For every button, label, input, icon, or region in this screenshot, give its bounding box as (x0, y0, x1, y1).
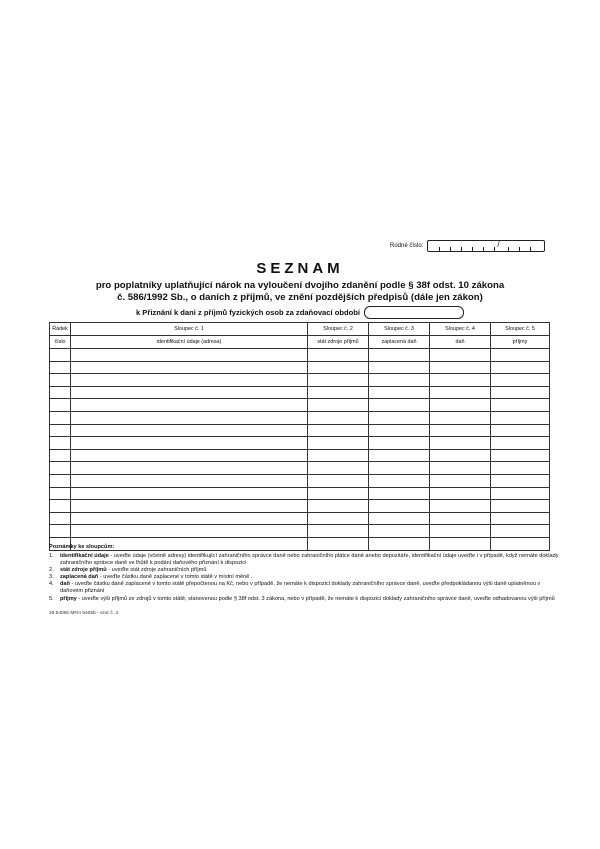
table-cell[interactable] (430, 500, 491, 513)
subtitle-line-1: pro poplatníky uplatňující nárok na vyloučení dvojího zdanění podle § 38f odst. 10 zákona (95, 280, 505, 291)
table-row (50, 525, 550, 538)
table-cell[interactable] (308, 449, 369, 462)
table-cell[interactable] (491, 374, 550, 387)
table-cell[interactable] (491, 512, 550, 525)
note-number: 2. (49, 566, 54, 573)
note-term: daň (60, 581, 70, 588)
col-header-2: Sloupec č. 2 (308, 323, 369, 336)
table-row (50, 512, 550, 525)
table-cell[interactable] (50, 361, 71, 374)
table-cell[interactable] (491, 411, 550, 424)
table-cell[interactable] (369, 386, 430, 399)
tax-period-field[interactable] (364, 306, 464, 319)
digit-separator (494, 247, 495, 251)
table-row (50, 449, 550, 462)
table-cell[interactable] (491, 500, 550, 513)
table-cell[interactable] (71, 500, 308, 513)
col-header-5: Sloupec č. 5 (491, 323, 550, 336)
table-cell[interactable] (50, 487, 71, 500)
page-title: SEZNAM (256, 260, 344, 277)
table-cell[interactable] (430, 399, 491, 412)
table-cell[interactable] (308, 399, 369, 412)
table-cell[interactable] (369, 512, 430, 525)
rodne-cislo-label: Rodné číslo: (390, 243, 424, 249)
table-cell[interactable] (308, 411, 369, 424)
table-cell[interactable] (430, 462, 491, 475)
note-text: - uveďte částku daně zaplacené v tomto státě přepočtenou na Kč, nebo v případě, že nemáte k dispozici doklady zahraničního správce daně, uveďte předpokládanou výši daně uplatněnou v daňovém přiznání (60, 581, 541, 595)
table-cell[interactable] (430, 361, 491, 374)
table-cell[interactable] (50, 462, 71, 475)
table-cell[interactable] (71, 424, 308, 437)
note-number: 1. (49, 552, 54, 559)
table-cell[interactable] (308, 512, 369, 525)
table-row (50, 462, 550, 475)
table-cell[interactable] (430, 512, 491, 525)
note-term: stát zdroje příjmů (60, 566, 107, 573)
col-header-3: Sloupec č. 3 (369, 323, 430, 336)
table-cell[interactable] (71, 474, 308, 487)
note-item (49, 596, 559, 603)
tax-period-row (0, 306, 600, 319)
note-term: identifikační údaje (60, 552, 109, 559)
table-cell[interactable] (491, 361, 550, 374)
table-row (50, 424, 550, 437)
table-cell[interactable] (491, 386, 550, 399)
table-cell[interactable] (50, 500, 71, 513)
col-header-row-number: Řádek (50, 323, 71, 336)
note-term: příjmy (60, 595, 77, 602)
table-cell[interactable] (369, 449, 430, 462)
table-cell[interactable] (430, 449, 491, 462)
note-text: - uveďte výši příjmů ze zdrojů v tomto státě, stanovenou podle § 38f odst. 3 zákona, nebo v případě, že nemáte k dispozici doklady zahraničního správce daně, uveďte odhadovanou výši příjmů (76, 595, 555, 602)
table-row (50, 361, 550, 374)
table-cell[interactable] (491, 399, 550, 412)
table-cell[interactable] (71, 462, 308, 475)
table-cell[interactable] (308, 374, 369, 387)
note-number: 4. (49, 581, 54, 588)
table-cell[interactable] (50, 525, 71, 538)
table-cell[interactable] (50, 474, 71, 487)
table-cell[interactable] (369, 424, 430, 437)
note-text: - uveďte údaje (včetně adresy) identifikující zahraničního správce daně nebo zahraničního plátce daně anebo depozitáře, identifikační údaje uveďte i v případě, když nemáte doklady zahraničního správce daně ve lhůtě k podání daňového přiznání k dispozici (60, 552, 559, 566)
table-cell[interactable] (430, 386, 491, 399)
table-cell[interactable] (71, 374, 308, 387)
note-text: - uveďte stát zdroje zahraničních příjmů (106, 566, 207, 573)
col-header-4: Sloupec č. 4 (430, 323, 491, 336)
table-cell[interactable] (50, 437, 71, 450)
subtitle-line-2: č. 586/1992 Sb., o daních z příjmů, ve znění pozdějších předpisů (dále jen zákon) (117, 292, 483, 303)
table-cell[interactable] (430, 424, 491, 437)
table-cell[interactable] (430, 374, 491, 387)
table-cell[interactable] (430, 474, 491, 487)
digit-separator (519, 247, 520, 251)
table-cell[interactable] (308, 386, 369, 399)
table-cell[interactable] (308, 462, 369, 475)
note-body (60, 574, 253, 581)
table-cell[interactable] (71, 411, 308, 424)
table-cell[interactable] (50, 449, 71, 462)
table-row (50, 411, 550, 424)
table-cell[interactable] (369, 349, 430, 362)
table-subheader-row (50, 336, 550, 349)
table-row (50, 386, 550, 399)
tax-period-label: k Přiznání k dani z příjmů fyzických osob za zdaňovací období (135, 308, 361, 317)
table-cell[interactable] (71, 525, 308, 538)
table-cell[interactable] (369, 474, 430, 487)
table-cell[interactable] (430, 411, 491, 424)
col-subheader-5: příjmy (491, 336, 550, 349)
table-cell[interactable] (308, 474, 369, 487)
table-header-row (50, 323, 550, 336)
note-number: 5. (49, 595, 54, 602)
table-cell[interactable] (369, 500, 430, 513)
table-cell[interactable] (308, 500, 369, 513)
col-header-1: Sloupec č. 1 (71, 323, 308, 336)
note-number: 3. (49, 574, 54, 581)
table-cell[interactable] (369, 437, 430, 450)
table-cell[interactable] (71, 349, 308, 362)
table-cell[interactable] (491, 449, 550, 462)
table-cell[interactable] (71, 437, 308, 450)
note-body (60, 553, 559, 567)
table-cell[interactable] (430, 437, 491, 450)
note-term: zaplacená daň (60, 574, 99, 581)
note-text: - uveďte částku daně zaplacené v tomto státě v místní měně . (98, 574, 253, 581)
table-cell[interactable] (71, 512, 308, 525)
digit-separator (508, 247, 509, 251)
notes-title: Poznámky ke sloupcům: (49, 544, 115, 550)
note-item (49, 574, 559, 581)
table-cell[interactable] (491, 462, 550, 475)
notes-section (49, 544, 559, 603)
col-subheader-3: zaplacená daň (369, 336, 430, 349)
income-table (49, 322, 550, 551)
table-cell[interactable] (430, 487, 491, 500)
table-cell[interactable] (491, 424, 550, 437)
table-cell[interactable] (369, 411, 430, 424)
table-cell[interactable] (71, 386, 308, 399)
table-cell[interactable] (308, 361, 369, 374)
col-subheader-1: identifikační údaje (adresa) (71, 336, 308, 349)
rodne-cislo-row (390, 240, 545, 252)
table-cell[interactable] (491, 474, 550, 487)
table-cell[interactable] (50, 411, 71, 424)
table-cell[interactable] (491, 437, 550, 450)
table-cell[interactable] (71, 361, 308, 374)
table-row (50, 349, 550, 362)
table-cell[interactable] (369, 525, 430, 538)
note-item (49, 553, 559, 567)
col-subheader-row-number: číslo (50, 336, 71, 349)
table-cell[interactable] (308, 349, 369, 362)
digit-separator (483, 247, 484, 251)
table-cell[interactable] (71, 399, 308, 412)
table-cell[interactable] (369, 374, 430, 387)
table-row (50, 474, 550, 487)
digit-separator (530, 247, 531, 251)
table-row (50, 437, 550, 450)
note-body (60, 567, 206, 574)
table-cell[interactable] (491, 525, 550, 538)
table-cell[interactable] (71, 487, 308, 500)
table-cell[interactable] (71, 449, 308, 462)
table-cell[interactable] (369, 462, 430, 475)
table-cell[interactable] (369, 361, 430, 374)
table-row (50, 399, 550, 412)
table-row (50, 500, 550, 513)
table-cell[interactable] (50, 512, 71, 525)
table-cell[interactable] (308, 437, 369, 450)
table-row (50, 374, 550, 387)
col-subheader-4: daň (430, 336, 491, 349)
table-row (50, 487, 550, 500)
table-cell[interactable] (308, 424, 369, 437)
rodne-cislo-slash: / (497, 240, 500, 249)
rodne-cislo-field[interactable] (427, 240, 545, 252)
form-code: 25 5405b MFin 5405b - vzor č. 3 (49, 611, 119, 616)
digit-separator (472, 247, 473, 251)
table-cell[interactable] (50, 349, 71, 362)
table-cell[interactable] (308, 525, 369, 538)
table-cell[interactable] (491, 349, 550, 362)
table-cell[interactable] (50, 374, 71, 387)
table-cell[interactable] (430, 349, 491, 362)
table-cell[interactable] (369, 487, 430, 500)
col-subheader-2: stát zdroje příjmů (308, 336, 369, 349)
table-cell[interactable] (50, 399, 71, 412)
digit-separator (450, 247, 451, 251)
table-cell[interactable] (369, 399, 430, 412)
table-cell[interactable] (491, 487, 550, 500)
note-item (49, 581, 559, 595)
table-cell[interactable] (50, 424, 71, 437)
note-item (49, 567, 559, 574)
table-cell[interactable] (308, 487, 369, 500)
digit-separator (461, 247, 462, 251)
note-body (60, 581, 559, 595)
digit-separator (439, 247, 440, 251)
table-cell[interactable] (50, 386, 71, 399)
table-cell[interactable] (430, 525, 491, 538)
note-body (60, 596, 555, 603)
